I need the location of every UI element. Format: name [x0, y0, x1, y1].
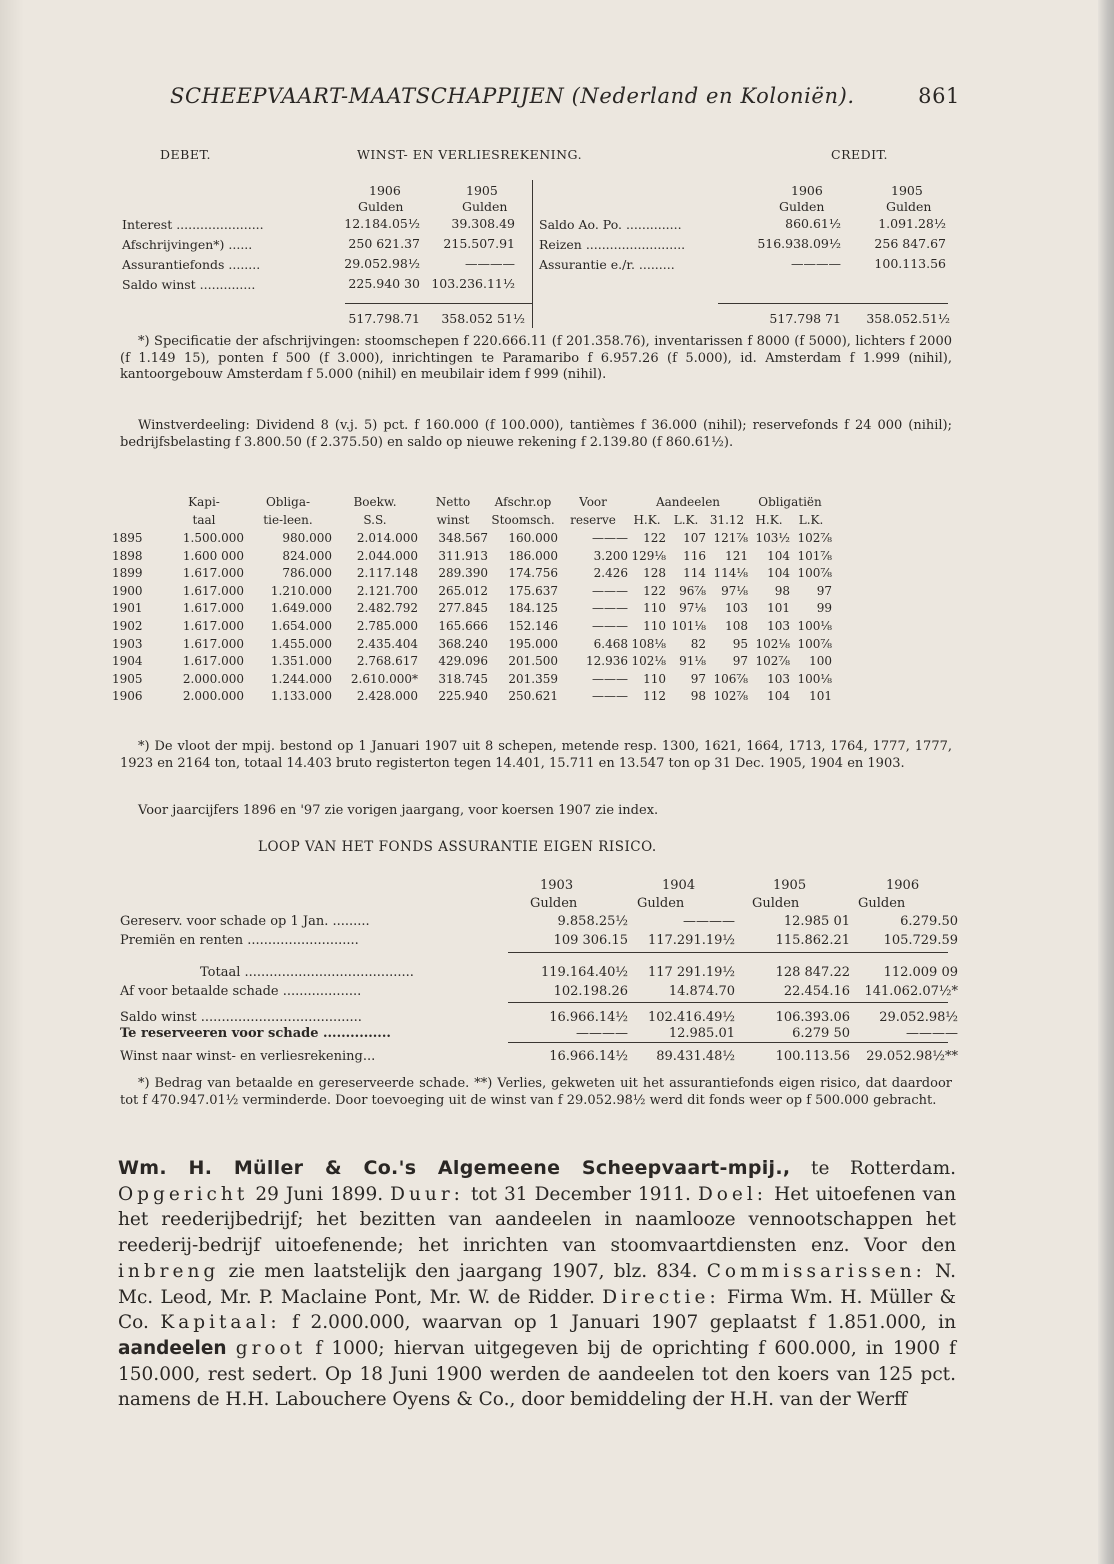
keyword-duur: Duur:	[390, 1183, 464, 1205]
history-row	[112, 548, 832, 566]
history-cell: 1.351.000	[270, 654, 332, 669]
history-cell: 1.210.000	[270, 583, 332, 598]
debit-value-1905: ————	[465, 256, 515, 271]
fonds-unit: Gulden	[858, 896, 906, 911]
credit-value-1906: 860.61½	[785, 216, 841, 231]
history-cell: 103½	[755, 531, 790, 545]
history-header-cell: Netto	[435, 495, 471, 510]
fonds-value: 89.431.48½	[656, 1049, 735, 1064]
history-cell: 2.435.404	[356, 636, 418, 651]
history-cell: 2.121.700	[356, 583, 418, 598]
history-cell: 152.146	[508, 618, 558, 633]
debit-value-1905: 39.308.49	[451, 216, 515, 231]
history-row	[112, 688, 832, 706]
history-cell: 786.000	[282, 566, 332, 581]
debit-total-1906: 517.798.71	[348, 311, 420, 326]
page-edge-right	[1098, 0, 1114, 1564]
fonds-unit: Gulden	[752, 896, 800, 911]
history-cell: 2.785.000	[356, 618, 418, 633]
credit-row	[539, 236, 685, 253]
history-cell: 100	[809, 654, 832, 669]
keyword-kapitaal: Kapitaal:	[160, 1312, 281, 1334]
debit-year-1905: 1905	[466, 183, 498, 198]
history-cell: 348.567	[438, 531, 488, 545]
history-header-cell: Boekw.	[353, 495, 397, 510]
history-cell: 82	[690, 636, 706, 651]
fonds-unit: Gulden	[530, 896, 578, 911]
history-cell: 1.617.000	[182, 566, 244, 581]
history-year-cell: 1904	[112, 654, 143, 669]
history-cell: 101	[809, 689, 832, 704]
fonds-title: LOOP VAN HET FONDS ASSURANTIE EIGEN RISICO.	[258, 839, 657, 855]
history-header-cell: reserve	[570, 513, 616, 528]
history-cell: 277.845	[438, 601, 488, 616]
fonds-rule	[508, 952, 948, 953]
fonds-value: 9.858.25½	[557, 914, 628, 929]
history-header-cell: H.K.	[633, 513, 661, 528]
history-cell: 129⅛	[631, 548, 666, 563]
history-year-cell: 1895	[112, 531, 143, 545]
history-row	[112, 636, 832, 654]
history-cell: 1.244.000	[270, 671, 332, 686]
history-cell: 108⅛	[631, 636, 666, 651]
debit-value-1906: 250 621.37	[348, 236, 420, 251]
history-cell: 110	[643, 601, 666, 616]
history-cell: 1.617.000	[182, 583, 244, 598]
history-cell: 225.940	[438, 689, 488, 704]
history-cell: ———	[592, 531, 628, 545]
history-cell: 6.468	[593, 636, 628, 651]
history-cell: 186.000	[508, 548, 558, 563]
fonds-value: 12.985 01	[783, 914, 850, 929]
history-cell: 106⅞	[713, 671, 748, 686]
debit-row-label: Assurantiefonds ........	[122, 257, 261, 272]
fonds-value: 128 847.22	[775, 965, 850, 980]
history-year-cell: 1903	[112, 636, 143, 651]
debit-year-1906: 1906	[369, 183, 401, 198]
history-year-cell: 1906	[112, 689, 143, 704]
history-cell: 289.390	[438, 566, 488, 581]
history-cell: 96⅞	[679, 583, 706, 598]
fonds-rule	[508, 1042, 948, 1043]
history-cell: 102⅛	[631, 654, 666, 669]
company-entry	[118, 1156, 956, 1413]
history-cell: ———	[592, 583, 628, 598]
history-cell: 2.610.000*	[350, 671, 418, 686]
history-header-cell: Stoomsch.	[491, 513, 555, 528]
history-cell: 100⅞	[797, 566, 832, 581]
history-cell: 108	[725, 618, 748, 633]
history-cell: 1.617.000	[182, 601, 244, 616]
history-cell: 91⅛	[679, 654, 706, 669]
history-cell: 112	[643, 689, 666, 704]
history-cell: 95	[732, 636, 748, 651]
debit-row	[122, 276, 255, 293]
debit-value-1906: 29.052.98½	[344, 256, 420, 271]
history-cell: 174.756	[508, 566, 558, 581]
history-cell: ———	[592, 671, 628, 686]
company-text: te Rotterdam.	[790, 1158, 957, 1179]
company-text: f 1000; hiervan uitgegeven bij de oprichting f 600.000, in 1900 f 150.000, rest sedert. Op 18 Juni 1900 werden de aandeelen tot den koers van 125 pct. namens de H.H. Labouchere Oyens & Co., door bemiddeling der H.H. van der Werff	[118, 1337, 956, 1411]
history-cell: 265.012	[438, 583, 488, 598]
credit-row-label: Reizen .........................	[539, 237, 686, 252]
fonds-value: 16.966.14½	[549, 1010, 628, 1025]
history-cell: 2.428.000	[356, 689, 418, 704]
history-header-cell: tie-leen.	[263, 513, 313, 528]
history-cell: 103	[725, 601, 748, 616]
history-cell: 2.117.148	[356, 566, 418, 581]
fonds-value: 112.009 09	[883, 965, 958, 980]
history-row	[112, 600, 832, 618]
fonds-value: 115.862.21	[775, 933, 850, 948]
history-cell: 2.426	[593, 566, 628, 581]
history-header-cell: L.K.	[673, 513, 699, 528]
company-text: 29 Juni 1899.	[248, 1183, 391, 1205]
history-cell: 165.666	[438, 618, 488, 633]
company-text: N. Mc. Leod, Mr. P. Maclaine Pont, Mr. W. de Ridder.	[118, 1260, 957, 1308]
history-year-cell: 1898	[112, 548, 143, 563]
history-cell: ———	[592, 689, 628, 704]
history-cell: 114	[683, 566, 706, 581]
credit-value-1905: 100.113.56	[874, 256, 946, 271]
history-row	[112, 530, 832, 548]
company-text: zie men laatstelijk den jaargang 1907, blz. 834.	[219, 1260, 707, 1282]
history-year-cell: 1900	[112, 583, 143, 598]
history-cell: 116	[683, 548, 706, 563]
history-cell: 2.000.000	[182, 689, 244, 704]
page-edge-left	[0, 0, 24, 1564]
history-cell: 12.936	[586, 654, 628, 669]
history-year-cell: 1905	[112, 671, 143, 686]
history-cell: 311.913	[438, 548, 488, 563]
keyword-opgericht: Opgericht	[118, 1183, 249, 1205]
keyword-groot: groot	[235, 1337, 307, 1359]
specificatie-note: *) Specificatie der afschrijvingen: stoomschepen f 220.666.11 (f 201.358.76), inventarissen f 8000 (f 5000), lichters f 2000 (f 1.149 15), ponten f 500 (f 3.000), inrichtingen te Paramaribo f 6.957.26 (f 5.000), id. Amsterdam f 1.999 (nihil), kantoorgebouw Amsterdam f 5.000 (nihil) en meubilair idem f 999 (nihil).	[120, 334, 952, 382]
history-cell: 1.649.000	[270, 601, 332, 616]
history-year-cell: 1899	[112, 566, 143, 581]
keyword-aandeelen: aandeelen	[118, 1337, 227, 1359]
history-cell: 1.455.000	[270, 636, 332, 651]
fonds-value: 109 306.15	[553, 933, 628, 948]
debit-row	[122, 256, 260, 273]
history-cell: 121⅞	[713, 531, 748, 545]
history-cell: 201.500	[508, 654, 558, 669]
fonds-value: ————	[683, 914, 735, 929]
history-cell: 980.000	[282, 531, 332, 545]
company-text: Firma Wm. H. Müller & Co.	[118, 1286, 956, 1334]
credit-total-1905: 358.052.51½	[866, 311, 950, 326]
history-cell: 110	[643, 618, 666, 633]
account-divider	[532, 180, 533, 328]
history-header-row	[112, 512, 832, 530]
history-cell: 128	[643, 566, 666, 581]
history-header-cell: H.K.	[755, 513, 783, 528]
header-title: SCHEEPVAART-MAATSCHAPPIJEN (Nederland en Koloniën).	[170, 84, 855, 108]
history-cell: 103	[767, 618, 790, 633]
history-cell: 103	[767, 671, 790, 686]
fonds-row-label: Winst naar winst- en verliesrekening...	[120, 1049, 376, 1064]
fonds-value: 16.966.14½	[549, 1049, 628, 1064]
history-cell: ———	[592, 618, 628, 633]
history-cell: 2.014.000	[356, 531, 418, 545]
fonds-year: 1904	[662, 878, 696, 893]
page-number: 861	[918, 84, 960, 108]
history-cell: 97	[732, 654, 748, 669]
history-cell: 102⅞	[797, 531, 832, 545]
history-cell: 97	[690, 671, 706, 686]
credit-row	[539, 256, 675, 273]
history-cell: 102⅞	[713, 689, 748, 704]
company-text: Het uitoefenen van het reederijbedrijf; het bezitten van aandeelen in naamlooze vennootschappen het reederij-bedrijf uitoefenende; het inrichten van stoomvaartdiensten enz. Voor den	[118, 1183, 957, 1257]
history-row	[112, 583, 832, 601]
history-cell: 122	[643, 531, 666, 545]
fonds-row-label: Gereserv. voor schade op 1 Jan. .........	[120, 914, 370, 929]
history-cell: 114⅛	[713, 566, 748, 581]
credit-total-1906: 517.798 71	[769, 311, 841, 326]
history-cell: 824.000	[282, 548, 332, 563]
fonds-year: 1903	[540, 878, 574, 893]
history-cell: 175.637	[508, 583, 558, 598]
fonds-value: 102.198.26	[553, 984, 628, 999]
fonds-row	[120, 1025, 960, 1042]
fonds-value: 106.393.06	[775, 1010, 850, 1025]
debit-total-1905: 358.052 51½	[441, 311, 525, 326]
fonds-value: 12.985.01	[668, 1026, 735, 1041]
fonds-row-label: Saldo winst .......................................	[120, 1010, 362, 1025]
fonds-row	[120, 1048, 960, 1065]
history-cell: 184.125	[508, 601, 558, 616]
history-cell: 2.768.617	[356, 654, 418, 669]
fonds-year: 1905	[773, 878, 807, 893]
credit-row	[539, 216, 682, 233]
history-cell: 98	[774, 583, 790, 598]
history-cell: 97⅛	[679, 601, 706, 616]
history-row	[112, 671, 832, 689]
fonds-value: 100.113.56	[775, 1049, 850, 1064]
history-cell: 121	[725, 548, 748, 563]
history-cell: 1.617.000	[182, 654, 244, 669]
history-cell: 99	[816, 601, 832, 616]
history-cell: 1.133.000	[270, 689, 332, 704]
company-text: f 2.000.000, waarvan op 1 Januari 1907 geplaatst f 1.851.000, in	[280, 1312, 956, 1334]
fonds-value: 117.291.19½	[647, 933, 735, 948]
credit-total-rule	[718, 303, 948, 304]
history-cell: 110	[643, 671, 666, 686]
fonds-row-label: Te reserveeren voor schade ...............	[120, 1026, 391, 1041]
company-text: tot 31 December 1911.	[463, 1183, 698, 1205]
history-cell: 102⅞	[755, 654, 790, 669]
credit-label: CREDIT.	[831, 147, 889, 162]
credit-unit-1906: Gulden	[779, 199, 825, 214]
history-header-cell: S.S.	[363, 513, 387, 528]
history-cell: 2.000.000	[182, 671, 244, 686]
history-cell: 250.621	[508, 689, 558, 704]
fonds-row	[120, 1009, 960, 1026]
fonds-row-label: Af voor betaalde schade ...................	[120, 984, 362, 999]
debit-unit-1905: Gulden	[462, 199, 508, 214]
company-title: Wm. H. Müller & Co.'s Algemeene Scheepvaart-mpij.,	[118, 1157, 791, 1179]
history-header-row	[112, 494, 832, 512]
history-cell: 97	[816, 583, 832, 598]
fonds-row	[120, 983, 960, 1000]
credit-unit-1905: Gulden	[886, 199, 932, 214]
fonds-value: 105.729.59	[883, 933, 958, 948]
fonds-value: 29.052.98½**	[866, 1049, 958, 1064]
history-cell: 104	[767, 548, 790, 563]
history-cell: 101⅞	[797, 548, 832, 563]
history-cell: 3.200	[593, 548, 628, 563]
debit-row-label: Saldo winst ..............	[122, 277, 256, 292]
fonds-value: 117 291.19½	[647, 965, 735, 980]
history-cell: 2.044.000	[356, 548, 418, 563]
fonds-value: ————	[906, 1026, 958, 1041]
credit-value-1905: 1.091.28½	[878, 216, 946, 231]
history-header-cell: Kapi-	[188, 495, 220, 510]
debet-label: DEBET.	[160, 147, 211, 162]
history-cell: 98	[690, 689, 706, 704]
history-cell: 160.000	[508, 531, 558, 545]
history-row	[112, 565, 832, 583]
fonds-value: 6.279 50	[792, 1026, 850, 1041]
history-cell: 2.482.792	[356, 601, 418, 616]
credit-row-label: Saldo Ao. Po. ..............	[539, 217, 682, 232]
winstverdeeling-note: Winstverdeeling: Dividend 8 (v.j. 5) pct. f 160.000 (f 100.000), tantièmes f 36.000 (nihil); reservefonds f 24 000 (nihil); bedrijfsbelasting f 3.800.50 (f 2.375.50) en saldo op nieuwe rekening f 2.139.80 (f 860.61½).	[120, 418, 952, 450]
history-year-cell: 1902	[112, 618, 143, 633]
credit-year-1905: 1905	[891, 183, 923, 198]
history-header-cell: Aandeelen	[655, 495, 721, 510]
history-cell: ———	[592, 601, 628, 616]
fleet-footnote: *) De vloot der mpij. bestond op 1 Januari 1907 uit 8 schepen, metende resp. 1300, 1621, 1664, 1713, 1764, 1777, 1777, 1923 en 2164 ton, totaal 14.403 bruto registerton tegen 14.401, 15.711 en 13.547 ton op 31 Dec. 1905, 1904 en 1903.	[120, 739, 952, 771]
history-cell: 100⅞	[797, 636, 832, 651]
debit-total-rule	[345, 303, 532, 304]
history-cell: 107	[683, 531, 706, 545]
history-header-cell: L.K.	[798, 513, 824, 528]
history-cell: 100⅛	[797, 618, 832, 633]
history-cell: 122	[643, 583, 666, 598]
fonds-footnote: *) Bedrag van betaalde en gereserveerde schade. **) Verlies, gekweten uit het assurantiefonds eigen risico, dat daardoor tot f 470.947.01½ verminderde. Door toevoeging uit de winst van f 29.052.98½ werd dit fonds weer op f 500.000 gebracht.	[120, 1076, 952, 1108]
history-header-cell: Voor	[579, 495, 607, 510]
history-cell: 100⅛	[797, 671, 832, 686]
history-cell: 1.600 000	[182, 548, 244, 563]
history-cell: 1.617.000	[182, 618, 244, 633]
keyword-doel: Doel:	[697, 1183, 768, 1205]
jaarcijfers-note: Voor jaarcijfers 1896 en '97 zie vorigen jaargang, voor koersen 1907 zie index.	[138, 803, 659, 818]
fonds-value: 119.164.40½	[540, 965, 628, 980]
history-header-cell: Obligatiën	[758, 495, 822, 510]
history-cell: 1.654.000	[270, 618, 332, 633]
fonds-value: 14.874.70	[668, 984, 735, 999]
history-cell: 102⅛	[755, 636, 790, 651]
history-cell: 104	[767, 566, 790, 581]
credit-row-label: Assurantie e./r. .........	[539, 257, 675, 272]
debit-row	[122, 236, 252, 253]
debit-unit-1906: Gulden	[358, 199, 404, 214]
fonds-rule	[508, 1002, 948, 1003]
fonds-row-label: Totaal .........................................	[200, 965, 414, 980]
history-cell: 1.617.000	[182, 636, 244, 651]
debit-value-1906: 12.184.05½	[344, 216, 420, 231]
debit-row	[122, 216, 264, 233]
history-header-cell: winst	[436, 513, 470, 528]
fonds-row	[120, 964, 960, 981]
history-header-cell: Obliga-	[265, 495, 311, 510]
credit-value-1906: 516.938.09½	[757, 236, 841, 251]
keyword-commissarissen: Commissarissen:	[706, 1260, 926, 1282]
debit-value-1905: 215.507.91	[443, 236, 515, 251]
fonds-value: 6.279.50	[900, 914, 958, 929]
history-year-cell: 1901	[112, 601, 143, 616]
company-text	[227, 1338, 236, 1359]
debit-row-label: Afschrijvingen*) ......	[122, 237, 253, 252]
history-cell: 101⅛	[671, 618, 706, 633]
history-row	[112, 653, 832, 671]
debit-row-label: Interest ......................	[122, 217, 264, 232]
credit-value-1906: ————	[791, 256, 841, 271]
history-cell: 104	[767, 689, 790, 704]
history-cell: 101	[767, 601, 790, 616]
history-cell: 195.000	[508, 636, 558, 651]
history-header-cell: 31.12	[709, 513, 745, 528]
debit-value-1905: 103.236.11½	[431, 276, 515, 291]
keyword-directie: Directie:	[602, 1286, 720, 1308]
fonds-row	[120, 932, 960, 949]
fonds-value: 22.454.16	[783, 984, 850, 999]
fonds-row-label: Premiën en renten ...........................	[120, 933, 359, 948]
credit-value-1905: 256 847.67	[874, 236, 946, 251]
credit-year-1906: 1906	[791, 183, 823, 198]
fonds-row	[120, 913, 960, 930]
history-cell: 201.359	[508, 671, 558, 686]
account-heading: WINST- EN VERLIESREKENING.	[357, 147, 583, 162]
fonds-value: ————	[576, 1026, 628, 1041]
fonds-unit: Gulden	[637, 896, 685, 911]
fonds-value: 29.052.98½	[879, 1010, 958, 1025]
history-cell: 429.096	[438, 654, 488, 669]
running-header	[170, 84, 960, 108]
history-header-cell: taal	[192, 513, 216, 528]
fonds-year: 1906	[886, 878, 920, 893]
debit-value-1906: 225.940 30	[348, 276, 420, 291]
history-table	[112, 494, 832, 706]
history-header-cell: Afschr.op	[494, 495, 552, 510]
history-cell: 318.745	[438, 671, 488, 686]
fonds-value: 141.062.07½*	[864, 984, 958, 999]
history-cell: 97⅛	[721, 583, 748, 598]
history-row	[112, 618, 832, 636]
keyword-inbreng: inbreng	[118, 1260, 220, 1282]
history-cell: 1.500.000	[182, 531, 244, 545]
fonds-value: 102.416.49½	[647, 1010, 735, 1025]
history-cell: 368.240	[438, 636, 488, 651]
